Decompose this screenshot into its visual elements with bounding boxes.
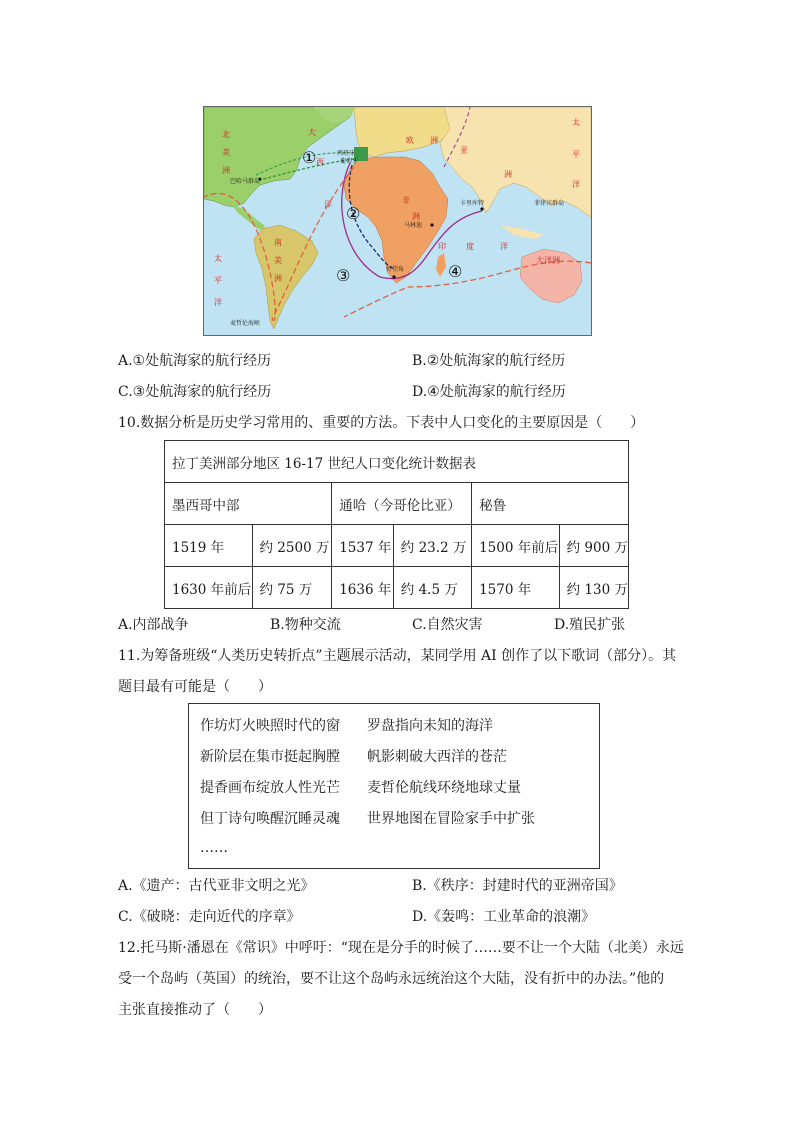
sa-label-2: 美 [274, 256, 282, 265]
q11-option-d: D.《轰鸣：工业革命的浪潮》 [412, 909, 596, 925]
lyrics-box [188, 703, 600, 869]
pacific-left-label-3: 洋 [214, 298, 222, 307]
africa-label-1: 非 [402, 196, 410, 205]
table-cell: 约 23.2 万 [393, 525, 471, 567]
central-america-land [232, 205, 266, 231]
sa-label-3: 洲 [274, 274, 282, 283]
table-cell: 约 130 万 [559, 567, 628, 609]
q9-option-a: A.①处航海家的航行经历 [118, 353, 272, 369]
table-cell: 1636 年 [332, 567, 394, 609]
q12-line2: 受一个岛屿（英国）的统治，要不让这个岛屿永远统治这个大陆，没有折中的办法。”他的 [118, 971, 665, 987]
q10-option-a: A.内部战争 [118, 617, 189, 633]
route-marker-4: ④ [448, 262, 463, 281]
q10-stem: 10.数据分析是历史学习常用的、重要的方法。下表中人口变化的主要原因是（ ） [118, 415, 645, 431]
africa-label-2: 洲 [412, 212, 420, 221]
cape-label: 好望角 [386, 266, 405, 273]
q9-option-d: D.④处航海家的航行经历 [412, 384, 566, 400]
sa-label-1: 南 [274, 238, 282, 247]
q12-line3: 主张直接推动了（ ） [118, 1002, 272, 1018]
route-marker-1: ① [302, 148, 317, 167]
indian-label-2: 度 [466, 242, 474, 251]
q11-stem-line1: 11.为筹备班级“人类历史转折点”主题展示活动，某同学用 AI 创作了以下歌词（部分）。其 [118, 648, 677, 664]
map-svg [204, 107, 591, 335]
q10-option-c: C.自然灾害 [412, 617, 483, 633]
philippines-label: 菲律宾群岛 [534, 200, 565, 207]
indian-label-1: 印 [438, 242, 446, 251]
table-cell: 1630 年前后 [165, 567, 253, 609]
magellan-strait-label: 麦哲伦海峡 [230, 320, 261, 327]
region-peru: 秘鲁 [472, 483, 629, 525]
table-row [165, 567, 629, 609]
lyric-line: 麦哲伦航线环绕地球丈量 [367, 780, 521, 796]
lyric-line: 帆影刺破大西洋的苍茫 [367, 749, 507, 765]
europe-label-1: 欧 [406, 136, 414, 145]
malindi-label: 马林迪 [404, 222, 423, 229]
pacific-left-label-2: 平 [214, 276, 222, 285]
q11-option-c: C.《破晓：走向近代的序章》 [118, 909, 301, 925]
q9-option-c: C.③处航海家的航行经历 [118, 384, 272, 400]
table-cell: 约 4.5 万 [393, 567, 471, 609]
q11-stem-line2: 题目最有可能是（ ） [118, 679, 272, 695]
lyric-line: 提香画布绽放人性光芒 [200, 780, 340, 796]
table-region-row [165, 483, 629, 525]
pacific-left-label-1: 太 [214, 254, 222, 263]
calicut-dot [480, 207, 483, 210]
na-label-2: 美 [222, 148, 230, 157]
lyric-line: 罗盘指向未知的海洋 [367, 718, 493, 734]
atlantic-label-1: 大 [308, 128, 316, 137]
route-marker-2: ② [346, 204, 361, 223]
calicut-label: 卡里库特 [460, 200, 485, 207]
table-caption-row [165, 441, 629, 483]
atlantic-label-3: 洋 [324, 200, 332, 209]
portugal-label: 葡萄牙 [340, 158, 359, 165]
lyric-line: 作坊灯火映照时代的窗 [200, 718, 340, 734]
indian-label-3: 洋 [500, 242, 508, 251]
table-cell: 约 900 万 [559, 525, 628, 567]
atlantic-label-2: 西 [316, 158, 324, 167]
asia-label-2: 洲 [504, 170, 512, 179]
lyric-line: 但丁诗句唤醒沉睡灵魂 [200, 811, 340, 827]
pacific-right-label-3: 洋 [572, 180, 580, 189]
lyric-line: 世界地图在冒险家手中扩张 [367, 811, 535, 827]
asia-label-1: 亚 [460, 146, 468, 155]
table-row [165, 525, 629, 567]
malindi-dot [430, 223, 433, 226]
q12-line1: 12.托马斯·潘恩在《常识》中呼吁：“现在是分手的时候了……要不让一个大陆（北美）永远 [118, 940, 684, 956]
lyric-line: 新阶层在集市挺起胸膛 [200, 749, 340, 765]
madagascar-land [436, 253, 446, 277]
spain-label: 西班牙 [337, 150, 356, 157]
region-tunja: 通哈（今哥伦比亚） [332, 483, 472, 525]
pacific-right-label-2: 平 [572, 150, 580, 159]
cape-dot [392, 275, 395, 278]
table-cell: 1519 年 [165, 525, 253, 567]
na-label-1: 北 [222, 130, 230, 139]
pacific-right-label-1: 太 [572, 118, 580, 127]
table-cell: 约 75 万 [252, 567, 332, 609]
na-label-3: 洲 [222, 166, 230, 175]
table-cell: 1500 年前后 [472, 525, 560, 567]
indonesia-land [500, 225, 544, 239]
q10-option-d: D.殖民扩张 [554, 617, 626, 633]
table-caption: 拉丁美洲部分地区 16-17 世纪人口变化统计数据表 [165, 441, 629, 483]
table-cell: 1537 年 [332, 525, 394, 567]
q11-option-a: A.《遗产：古代亚非文明之光》 [118, 878, 315, 894]
europe-label-2: 洲 [430, 136, 438, 145]
q10-option-b: B.物种交流 [270, 617, 341, 633]
table-cell: 约 2500 万 [252, 525, 332, 567]
oceania-label: 大洋洲 [536, 256, 560, 265]
voyage-map [203, 106, 592, 336]
q9-option-b: B.②处航海家的航行经历 [412, 353, 566, 369]
table-cell: 1570 年 [472, 567, 560, 609]
bahamas-label: 巴哈马群岛 [230, 178, 261, 185]
q11-option-b: B.《秩序：封建时代的亚洲帝国》 [412, 878, 623, 894]
lyric-ellipsis: …… [200, 840, 228, 856]
population-table [164, 440, 629, 609]
route-marker-3: ③ [336, 266, 351, 285]
region-mexico: 墨西哥中部 [165, 483, 332, 525]
